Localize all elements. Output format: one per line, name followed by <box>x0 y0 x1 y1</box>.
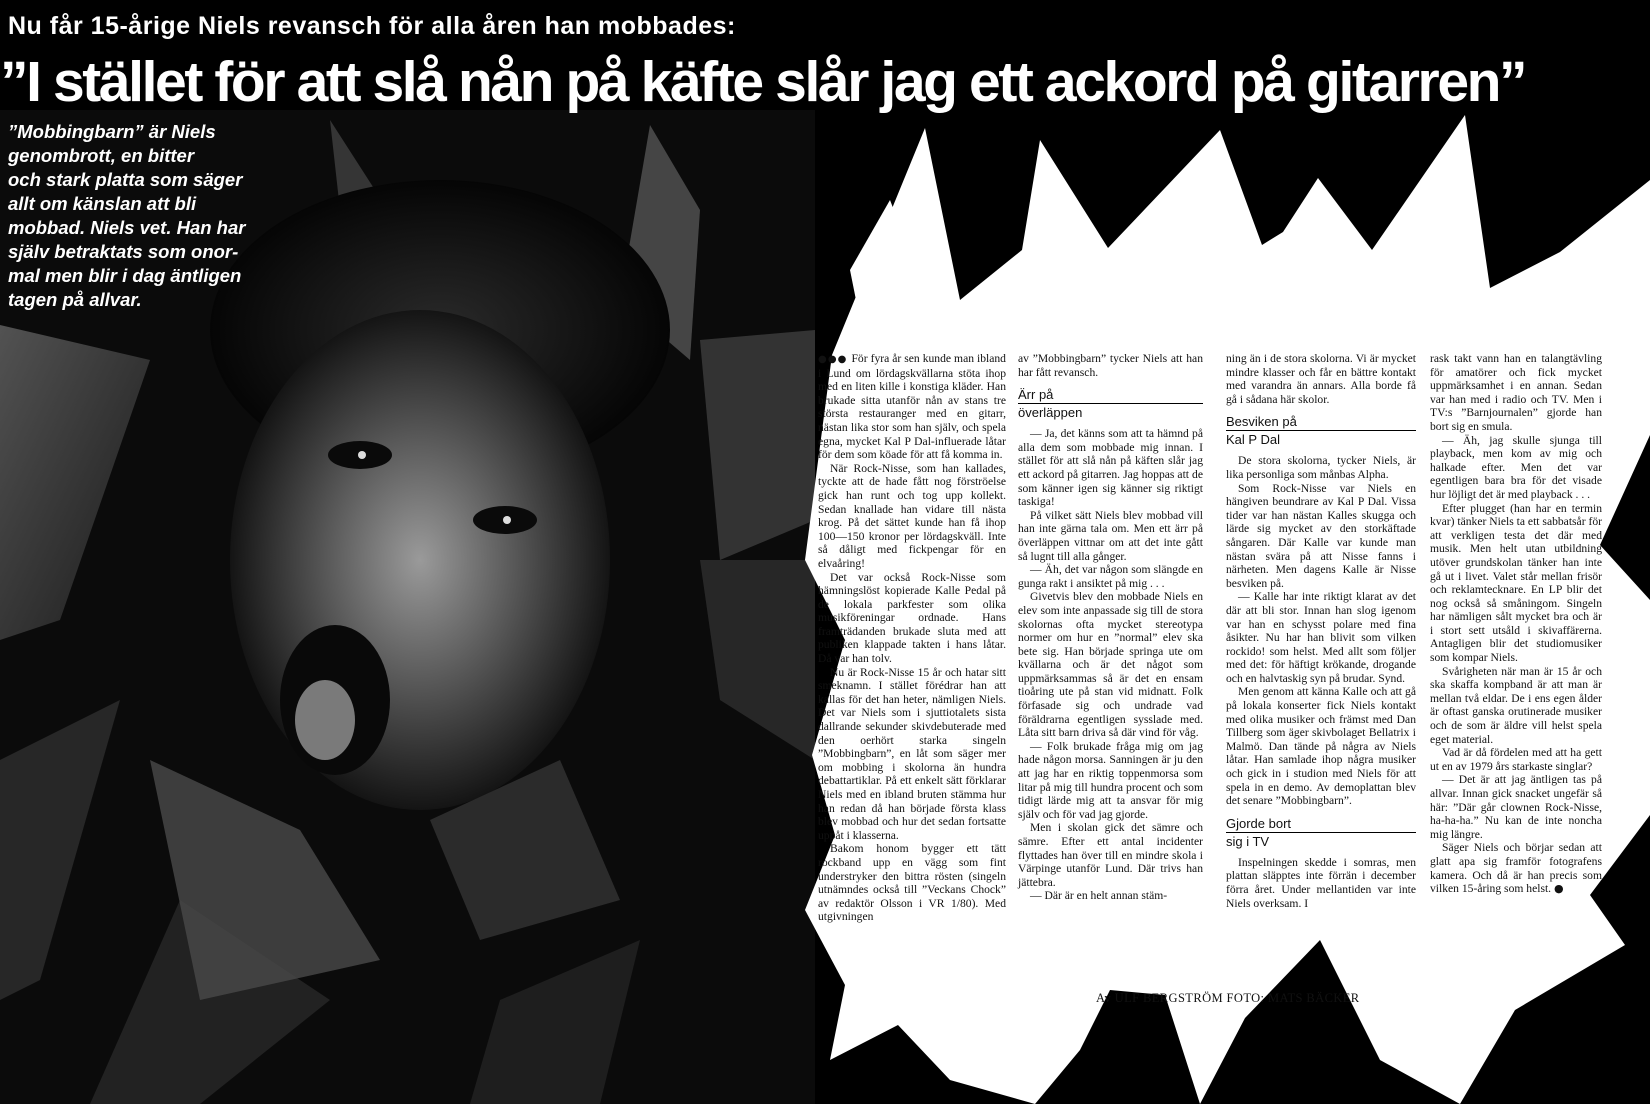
subheading-besviken-pa-kal-p-dal: Besviken på Kal P Dal <box>1226 414 1416 448</box>
article-column-2 <box>1018 352 1203 903</box>
article-headline: ”I stället för att slå nån på käfte slår jag ett ackord på gitarren” <box>0 50 1526 114</box>
paragraph: — Äh, det var någon som slängde en gunga rakt i ansiktet på mig . . . <box>1018 563 1203 590</box>
paragraph: — Där är en helt annan stäm- <box>1030 889 1168 903</box>
paragraph: På vilket sätt Niels blev mobbad vill han inte gärna tala om. Men ett ärr på överläppen vittnar om att det inte gått så lugnt till alla gånger. <box>1018 508 1203 563</box>
paragraph: Som Rock-Nisse var Niels en hängiven beundrare av Kal P Dal. Vissa tider var han nästan Kalles skugga och lärde sig mycket av den storkäftade sångaren. Där Kalle var kunde man nästan svära på att Nisse fanns i närheten. Men dagens Kalle är Nisse besviken på. <box>1226 481 1416 590</box>
paragraph: ●●● För fyra år sen kunde man ibland i Lund om lördagskvällarna stöta ihop med en liten kille i konstiga kläder. Han brukade sitta utanför nån av stans tre största restauranger med en gitarr, nästan lika stor som han själv, och spela egna, mycket Kal P Dal-influerade låtar för dem som köade för att få komma in. <box>818 352 1006 462</box>
paragraph: Givetvis blev den mobbade Niels en elev som inte anpassade sig till de stora skolornas ofta mycket stereotypa normer om hur en ”normal” elev ska bete sig. Han började springa ute om kvällarna och är det något som uppmärksammas så är det en ensam tioåring ute på stan vid midnatt. Folk förfasade sig och undrade vad föräldrarna egentligen sysslade med. Låta sitt barn driva så där vind för våg. <box>1018 590 1203 740</box>
article-intro: ”Mobbingbarn” är Niels genombrott, en bitter och stark platta som säger allt om känslan att bli mobbad. Niels vet. Han har själv betraktats som onor- mal men blir i dag äntligen tagen på allvar. <box>8 121 246 310</box>
article-column-1 <box>818 352 1006 924</box>
paragraph: rask takt vann han en talangtävling för amatörer och fick mycket uppmärksamhet i en annan. Sedan var han med i radio och TV. Men i TV:s ”Barnjournalen” gjorde han bort sig en smula. <box>1430 352 1602 433</box>
paragraph: — Kalle har inte riktigt klarat av det där att bli stor. Innan han slog igenom var han en schysst polare med fina åsikter. Nu har han blivit som vilken rockido! som helst. Med allt som följer med det: för häftigt krökande, drogande och en halvtaskig syn på brudar. Synd. <box>1226 590 1416 685</box>
paragraph: När Rock-Nisse, som han kallades, tyckte att de hade fått nog förströelse gick han runt och tog upp kollekt. Sedan knallade han vidare till nästa krog. På det sättet kunde han få ihop 100—150 kronor per lördagskväll. Inte så dåligt med fickpengar för en elvaåring! <box>818 461 1006 570</box>
article-column-3 <box>1226 352 1416 910</box>
paragraph: Inspelningen skedde i somras, men plattan släpptes inte förrän i december förra året. Under mellantiden var inte Niels overksam. I <box>1226 855 1416 910</box>
article-end-bullet: ● <box>1553 882 1564 896</box>
paragraph: Efter plugget (han har en termin kvar) tänker Niels ta ett sabbatsår för att verkligen testa det där med musik. Men helt utan utbildning utöver grundskolan tänker han inte gå ut i livet. Valet står mellan frisör och reklamtecknare. En LP blir det nog också så småningom. Singeln har nämligen sålt mycket bra och är i stort sett utsåld i skivaffärerna. Antagligen blir det studiomusiker som kompar Niels. <box>1430 501 1602 665</box>
paragraph: av ”Mobbingbarn” tycker Niels att han har fått revansch. <box>1018 352 1203 379</box>
paragraph: Men genom att känna Kalle och att gå på lokala konserter fick Niels kontakt med olika musiker och främst med Dan Tillberg som äger skivbolaget Bellatrix i Malmö. Dan tände på några av Niels låtar. Han samlade ihop några musiker och gick in i studion med Niels för att spela in en demo. Av demoplattan blev det senare ”Mobbingbarn”. <box>1226 685 1416 808</box>
paragraph: Bakom honom bygger ett tätt rockband upp en vägg som fint understryker den bittra rösten (singeln utnämndes också till ”Veckans Chock” av redaktör Olsson i VR 1/80). Med utgivningen <box>818 842 1006 924</box>
paragraph: ning än i de stora skolorna. Vi är mycket mindre klasser och får en bättre kontakt med varandra än annars. Alla borde få gå i sådana här skolor. <box>1226 352 1416 406</box>
paragraph: Säger Niels och börjar sedan att glatt apa sig framför fotografens kamera. Och då är han precis som vilken 15-åring som helst. ● <box>1430 841 1602 896</box>
paragraph: Svårigheten när man är 15 år och ska skaffa kompband är att man är mellan två eldar. De i ens egen ålder är oftast ganska orutinerade musiker och de som är äldre vill helst spela eget material. <box>1430 664 1602 746</box>
article-kicker: Nu får 15-årige Niels revansch för alla åren han mobbades: <box>8 12 736 40</box>
article-column-4 <box>1430 352 1602 896</box>
paragraph: — Det är att jag äntligen tas på allvar. Innan gick snacket ungefär så här: ”Där går clownen Rock-Nisse, ha-ha-ha.” Nu kan de inte noncha mig längre. <box>1430 773 1602 841</box>
paragraph: — Folk brukade fråga mig om jag hade någon morsa. Sanningen är ju den att jag har en riktig toppenmorsa som litar på mig till hundra procent och som tidigt lärde mig att ta ansvar för mig själv och för vad jag gjorde. <box>1018 739 1203 821</box>
paragraph: Men i skolan gick det sämre och sämre. Efter ett antal incidenter flyttades han över till en mindre skola i Värpinge utanför Lund. Där trivs han jättebra. <box>1018 821 1203 889</box>
paragraph: Vad är då fördelen med att ha gett ut en av 1979 års starkaste singlar? <box>1430 746 1602 773</box>
paragraph: De stora skolorna, tycker Niels, är lika personliga som månbas Alpha. <box>1226 454 1416 481</box>
subheading-gjorde-bort-sig-i-tv: Gjorde bort sig i TV <box>1226 816 1416 850</box>
subheading-arr-pa-overlappen: Ärr på överläppen <box>1018 387 1203 421</box>
paragraph: Nu är Rock-Nisse 15 år och hatar sitt smeknamn. I stället förédrar han att kallas för det han heter, nämligen Niels. Det var Niels som i sjuttiotalets sista dallrande sekunder skivdebuterade med den oerhört starka singeln ”Mobbingbarn”, en låt som säger mer om mobbing i skolorna än hundra debattartiklar. På ett enkelt sätt förklarar Niels med en ibland bruten stämma hur han redan då han började första klass blev mobbad och hur det sedan fortsatte uppåt i klasserna. <box>818 665 1006 842</box>
article-byline: Av ULF BERGSTRÖM FOTO: MATS BÄCKER <box>1096 991 1360 1005</box>
paragraph: — Ja, det känns som att ta hämnd på alla dem som mobbade mig innan. I stället för att slå nån på käften slår jag ett ackord på gitarren. Jag hoppas att de som känner igen sig känner sig riktigt taskiga! <box>1018 427 1203 509</box>
paragraph: — Äh, jag skulle sjunga till playback, men kom av mig och halkade efter. Men det var egentligen bara bra för det visade hur löjligt det är med playback . . . <box>1430 433 1602 501</box>
article-start-bullets: ●●● <box>818 354 848 365</box>
paragraph: Det var också Rock-Nisse som hämningslöst kopierade Kalle Pedal på de lokala parkfester som olika musikföreningar ordnade. Hans framträdanden brukade sluta med att publiken klappade takten i hans låtar. Då var han tolv. <box>818 570 1006 666</box>
